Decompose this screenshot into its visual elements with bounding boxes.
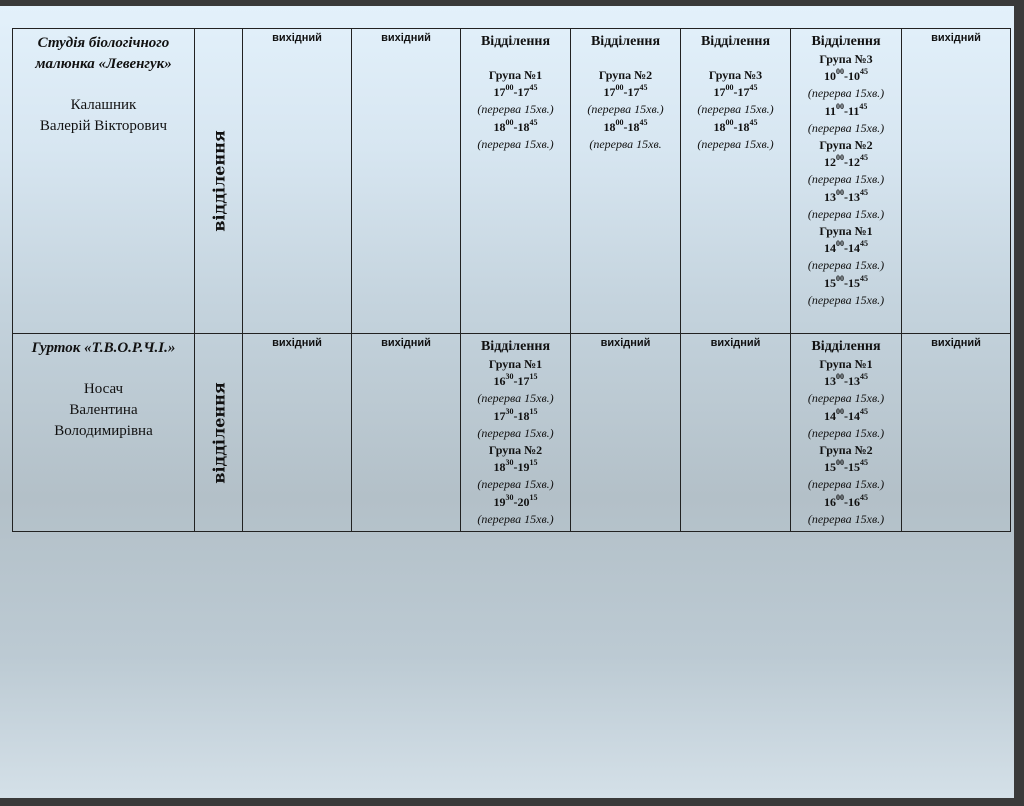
viewer-edge-right (1014, 0, 1024, 806)
break-note: (перерва 15хв.) (807, 86, 885, 101)
break-note: (перерва 15хв.) (697, 102, 774, 117)
schedule-cell (791, 334, 902, 532)
studio-cell (13, 334, 195, 532)
day-off-label: вихідний (272, 32, 322, 44)
schedule-cell (461, 29, 571, 334)
department-heading: Відділення (590, 34, 661, 49)
schedule-cell (681, 29, 791, 334)
time-slot: $18^{00}-18^{45}$ (493, 117, 538, 134)
break-note: (перерва 15хв.) (477, 425, 554, 440)
teacher-name: Валентина (69, 402, 138, 418)
day-off-label: вихідний (600, 337, 651, 349)
time-slot: $14^{00}-14^{45}$ (824, 406, 868, 423)
time-slot: $13^{00}-13^{45}$ (824, 372, 868, 389)
teacher-name: Валерій Вікторович (39, 118, 168, 134)
time-slot: $15^{00}-15^{45}$ (824, 273, 868, 290)
department-label: відділення (208, 130, 228, 232)
day-off-cell (571, 334, 681, 532)
group-name: Група №2 (819, 138, 873, 153)
group-name: Група №3 (819, 52, 873, 66)
break-note: (перерва 15хв.) (807, 120, 885, 135)
schedule-cell (461, 334, 571, 532)
group-name: Група №1 (819, 224, 873, 239)
time-slot: $12^{00}-12^{45}$ (824, 153, 868, 170)
department-label-cell (195, 334, 243, 532)
day-off-label: вихідний (381, 337, 431, 349)
time-slot: $15^{00}-15^{45}$ (824, 458, 868, 475)
studio-title: Гурток «Т.В.О.Р.Ч.І.» (31, 340, 176, 356)
time-slot: $17^{30}-18^{15}$ (493, 406, 538, 423)
time-slot: $19^{30}-20^{15}$ (493, 492, 538, 509)
group-name: Група №3 (708, 68, 763, 82)
department-label-cell (195, 29, 243, 334)
break-note: (перерва 15хв.) (807, 511, 885, 526)
schedule-table (12, 28, 1011, 532)
break-note: (перерва 15хв.) (477, 477, 554, 492)
time-slot: $13^{00}-13^{45}$ (824, 187, 868, 204)
time-slot: $16^{00}-16^{45}$ (824, 492, 868, 509)
viewer-edge-bottom (0, 798, 1024, 806)
time-slot: $16^{30}-17^{15}$ (493, 372, 538, 389)
table-row (13, 334, 1011, 532)
day-off-cell (902, 29, 1011, 334)
schedule-cell (791, 29, 902, 334)
time-slot: $17^{00}-17^{45}$ (603, 83, 648, 100)
break-note: (перерва 15хв.) (587, 102, 664, 117)
day-off-cell (243, 29, 352, 334)
break-note: (перерва 15хв.) (807, 391, 885, 406)
break-note: (перерва 15хв.) (477, 391, 554, 406)
group-name: Група №2 (488, 443, 543, 458)
day-off-cell (243, 334, 352, 532)
day-off-label: вихідний (710, 337, 761, 349)
group-name: Група №2 (598, 68, 653, 82)
teacher-surname: Калашник (70, 97, 137, 113)
break-note: (перерва 15хв.) (807, 425, 885, 440)
department-heading: Відділення (480, 339, 551, 354)
schedule-cell (571, 29, 681, 334)
break-note: (перерва 15хв.) (807, 292, 885, 307)
department-heading: Відділення (811, 339, 881, 354)
break-note: (перерва 15хв.) (477, 511, 554, 526)
break-note: (перерва 15хв.) (807, 172, 885, 187)
time-slot: $10^{00}-10^{45}$ (824, 67, 868, 84)
teacher-surname: Носач (83, 381, 124, 397)
department-heading: Відділення (811, 34, 881, 49)
break-note: (перерва 15хв.) (477, 136, 554, 151)
day-off-cell (352, 29, 461, 334)
break-note: (перерва 15хв.) (477, 102, 554, 117)
studio-title: Студія біологічного малюнка «Левенгук» (35, 35, 172, 72)
break-note: (перерва 15хв.) (807, 206, 885, 221)
day-off-cell (902, 334, 1011, 532)
group-name: Група №1 (488, 357, 543, 371)
department-heading: Відділення (700, 34, 771, 49)
break-note: (перерва 15хв.) (807, 477, 885, 492)
department-heading: Відділення (480, 34, 551, 49)
group-name: Група №1 (488, 68, 543, 82)
break-note: (перерва 15хв. (589, 136, 662, 151)
time-slot: $17^{00}-17^{45}$ (493, 83, 538, 100)
time-slot: $14^{00}-14^{45}$ (824, 239, 868, 256)
teacher-patronymic: Володимирівна (54, 423, 153, 439)
time-slot: $18^{30}-19^{15}$ (493, 458, 538, 475)
day-off-cell (681, 334, 791, 532)
day-off-label: вихідний (931, 32, 981, 44)
time-slot: $11^{00}-11^{45}$ (824, 101, 868, 118)
break-note: (перерва 15хв.) (697, 136, 774, 151)
time-slot: $18^{00}-18^{45}$ (603, 117, 648, 134)
day-off-label: вихідний (272, 337, 322, 349)
break-note: (перерва 15хв.) (807, 258, 885, 273)
day-off-label: вихідний (381, 32, 431, 44)
time-slot: $18^{00}-18^{45}$ (713, 117, 758, 134)
group-name: Група №1 (819, 357, 873, 371)
time-slot: $17^{00}-17^{45}$ (713, 83, 758, 100)
group-name: Група №2 (819, 443, 873, 458)
table-row (13, 29, 1011, 334)
department-label: відділення (208, 381, 228, 484)
day-off-label: вихідний (931, 337, 981, 349)
studio-cell (13, 29, 195, 334)
day-off-cell (352, 334, 461, 532)
